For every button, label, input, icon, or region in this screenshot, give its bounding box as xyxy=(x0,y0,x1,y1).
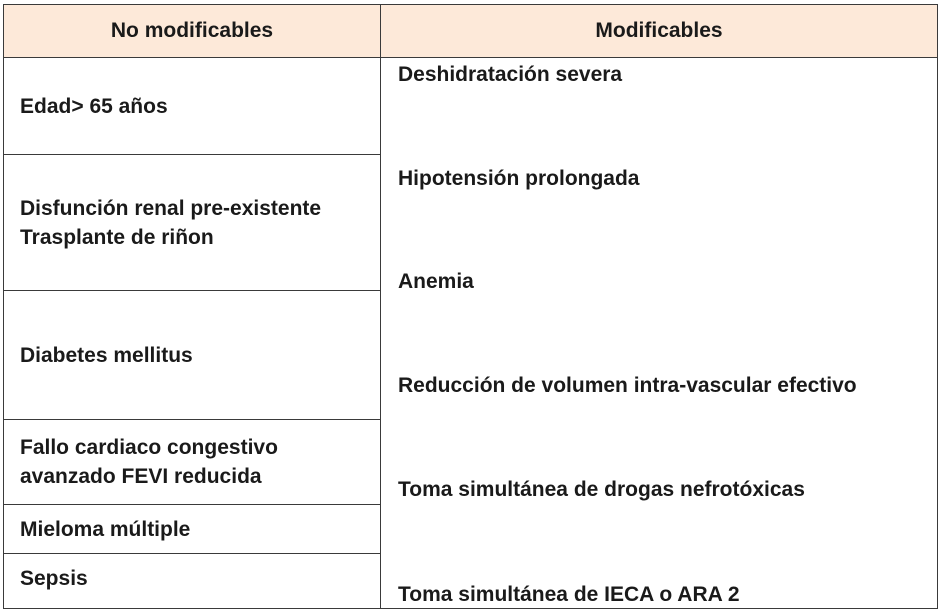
modificables-column xyxy=(381,58,937,608)
no-modificable-cell xyxy=(4,420,380,505)
risk-factors-table xyxy=(3,4,938,609)
modificable-item: Deshidratación severa xyxy=(398,63,623,86)
cell-line: Trasplante de riñon xyxy=(20,225,214,249)
modificable-item: Hipotensión prolongada xyxy=(398,167,640,190)
cell-line: Mieloma múltiple xyxy=(20,517,191,541)
modificable-item: Toma simultánea de drogas nefrotóxicas xyxy=(398,478,805,501)
cell-line: avanzado FEVI reducida xyxy=(20,465,262,488)
header-modificables: Modificables xyxy=(381,5,937,58)
cell-line: Fallo cardiaco congestivo xyxy=(20,436,278,459)
modificable-item: Toma simultánea de IECA o ARA 2 xyxy=(398,583,740,606)
no-modificable-cell xyxy=(4,291,380,420)
header-no-modificables: No modificables xyxy=(4,5,381,58)
modificable-item: Anemia xyxy=(398,270,474,293)
no-modificables-column xyxy=(4,58,381,608)
no-modificable-cell xyxy=(4,155,380,291)
no-modificable-cell xyxy=(4,58,380,155)
no-modificable-cell xyxy=(4,554,380,610)
cell-line: Sepsis xyxy=(20,567,88,590)
cell-line: Edad> 65 años xyxy=(20,94,168,118)
modificable-item: Reducción de volumen intra-vascular efectivo xyxy=(398,374,857,397)
no-modificable-cell xyxy=(4,505,380,554)
cell-line: Diabetes mellitus xyxy=(20,343,193,367)
cell-line: Disfunción renal pre-existente xyxy=(20,196,322,220)
